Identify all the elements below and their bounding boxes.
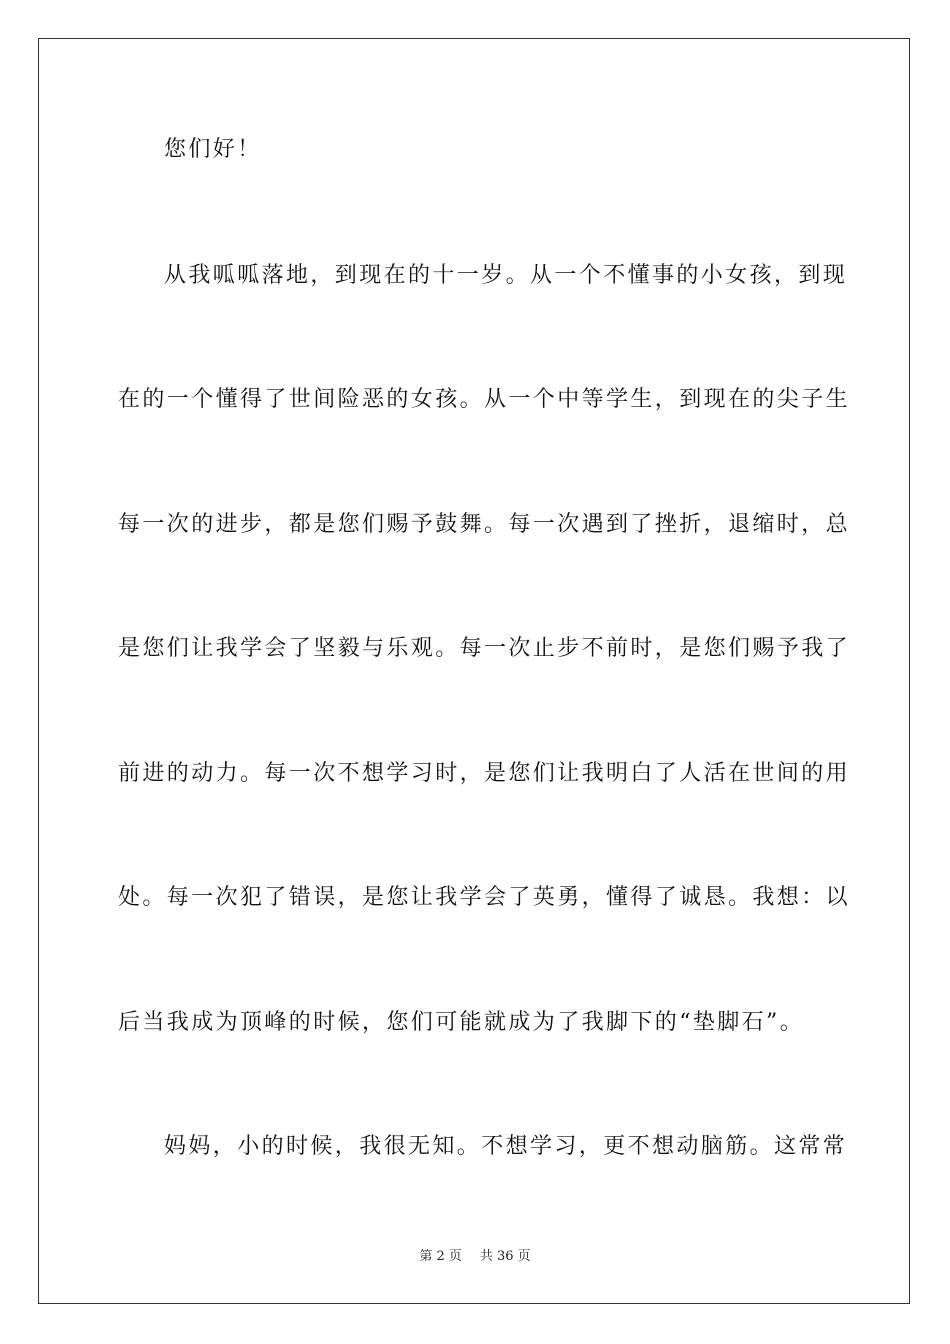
- salutation-line: 您们好！: [164, 137, 262, 162]
- paragraph-line: 处。每一次犯了错误，是您让我学会了英勇，懂得了诚恳。我想：以: [118, 885, 851, 910]
- paragraph-line: 每一次的进步，都是您们赐予鼓舞。每一次遇到了挫折，退缩时，总: [118, 512, 851, 537]
- page-frame: [38, 38, 910, 1304]
- paragraph-line: 从我呱呱落地，到现在的十一岁。从一个不懂事的小女孩，到现: [164, 263, 848, 288]
- paragraph-line: 是您们让我学会了坚毅与乐观。每一次止步不前时，是您们赐予我了: [118, 636, 851, 661]
- paragraph-line: 在的一个懂得了世间险恶的女孩。从一个中等学生，到现在的尖子生: [118, 387, 851, 412]
- paragraph-line: 前进的动力。每一次不想学习时，是您们让我明白了人活在世间的用: [118, 761, 851, 786]
- paragraph-line: 妈妈，小的时候，我很无知。不想学习，更不想动脑筋。这常常: [164, 1134, 848, 1159]
- page-number: 第 2 页: [419, 1249, 462, 1264]
- paragraph-line: 后当我成为顶峰的时候，您们可能就成为了我脚下的“垫脚石”。: [118, 1010, 805, 1035]
- page-total: 共 36 页: [479, 1249, 531, 1264]
- page-footer: [0, 1248, 950, 1266]
